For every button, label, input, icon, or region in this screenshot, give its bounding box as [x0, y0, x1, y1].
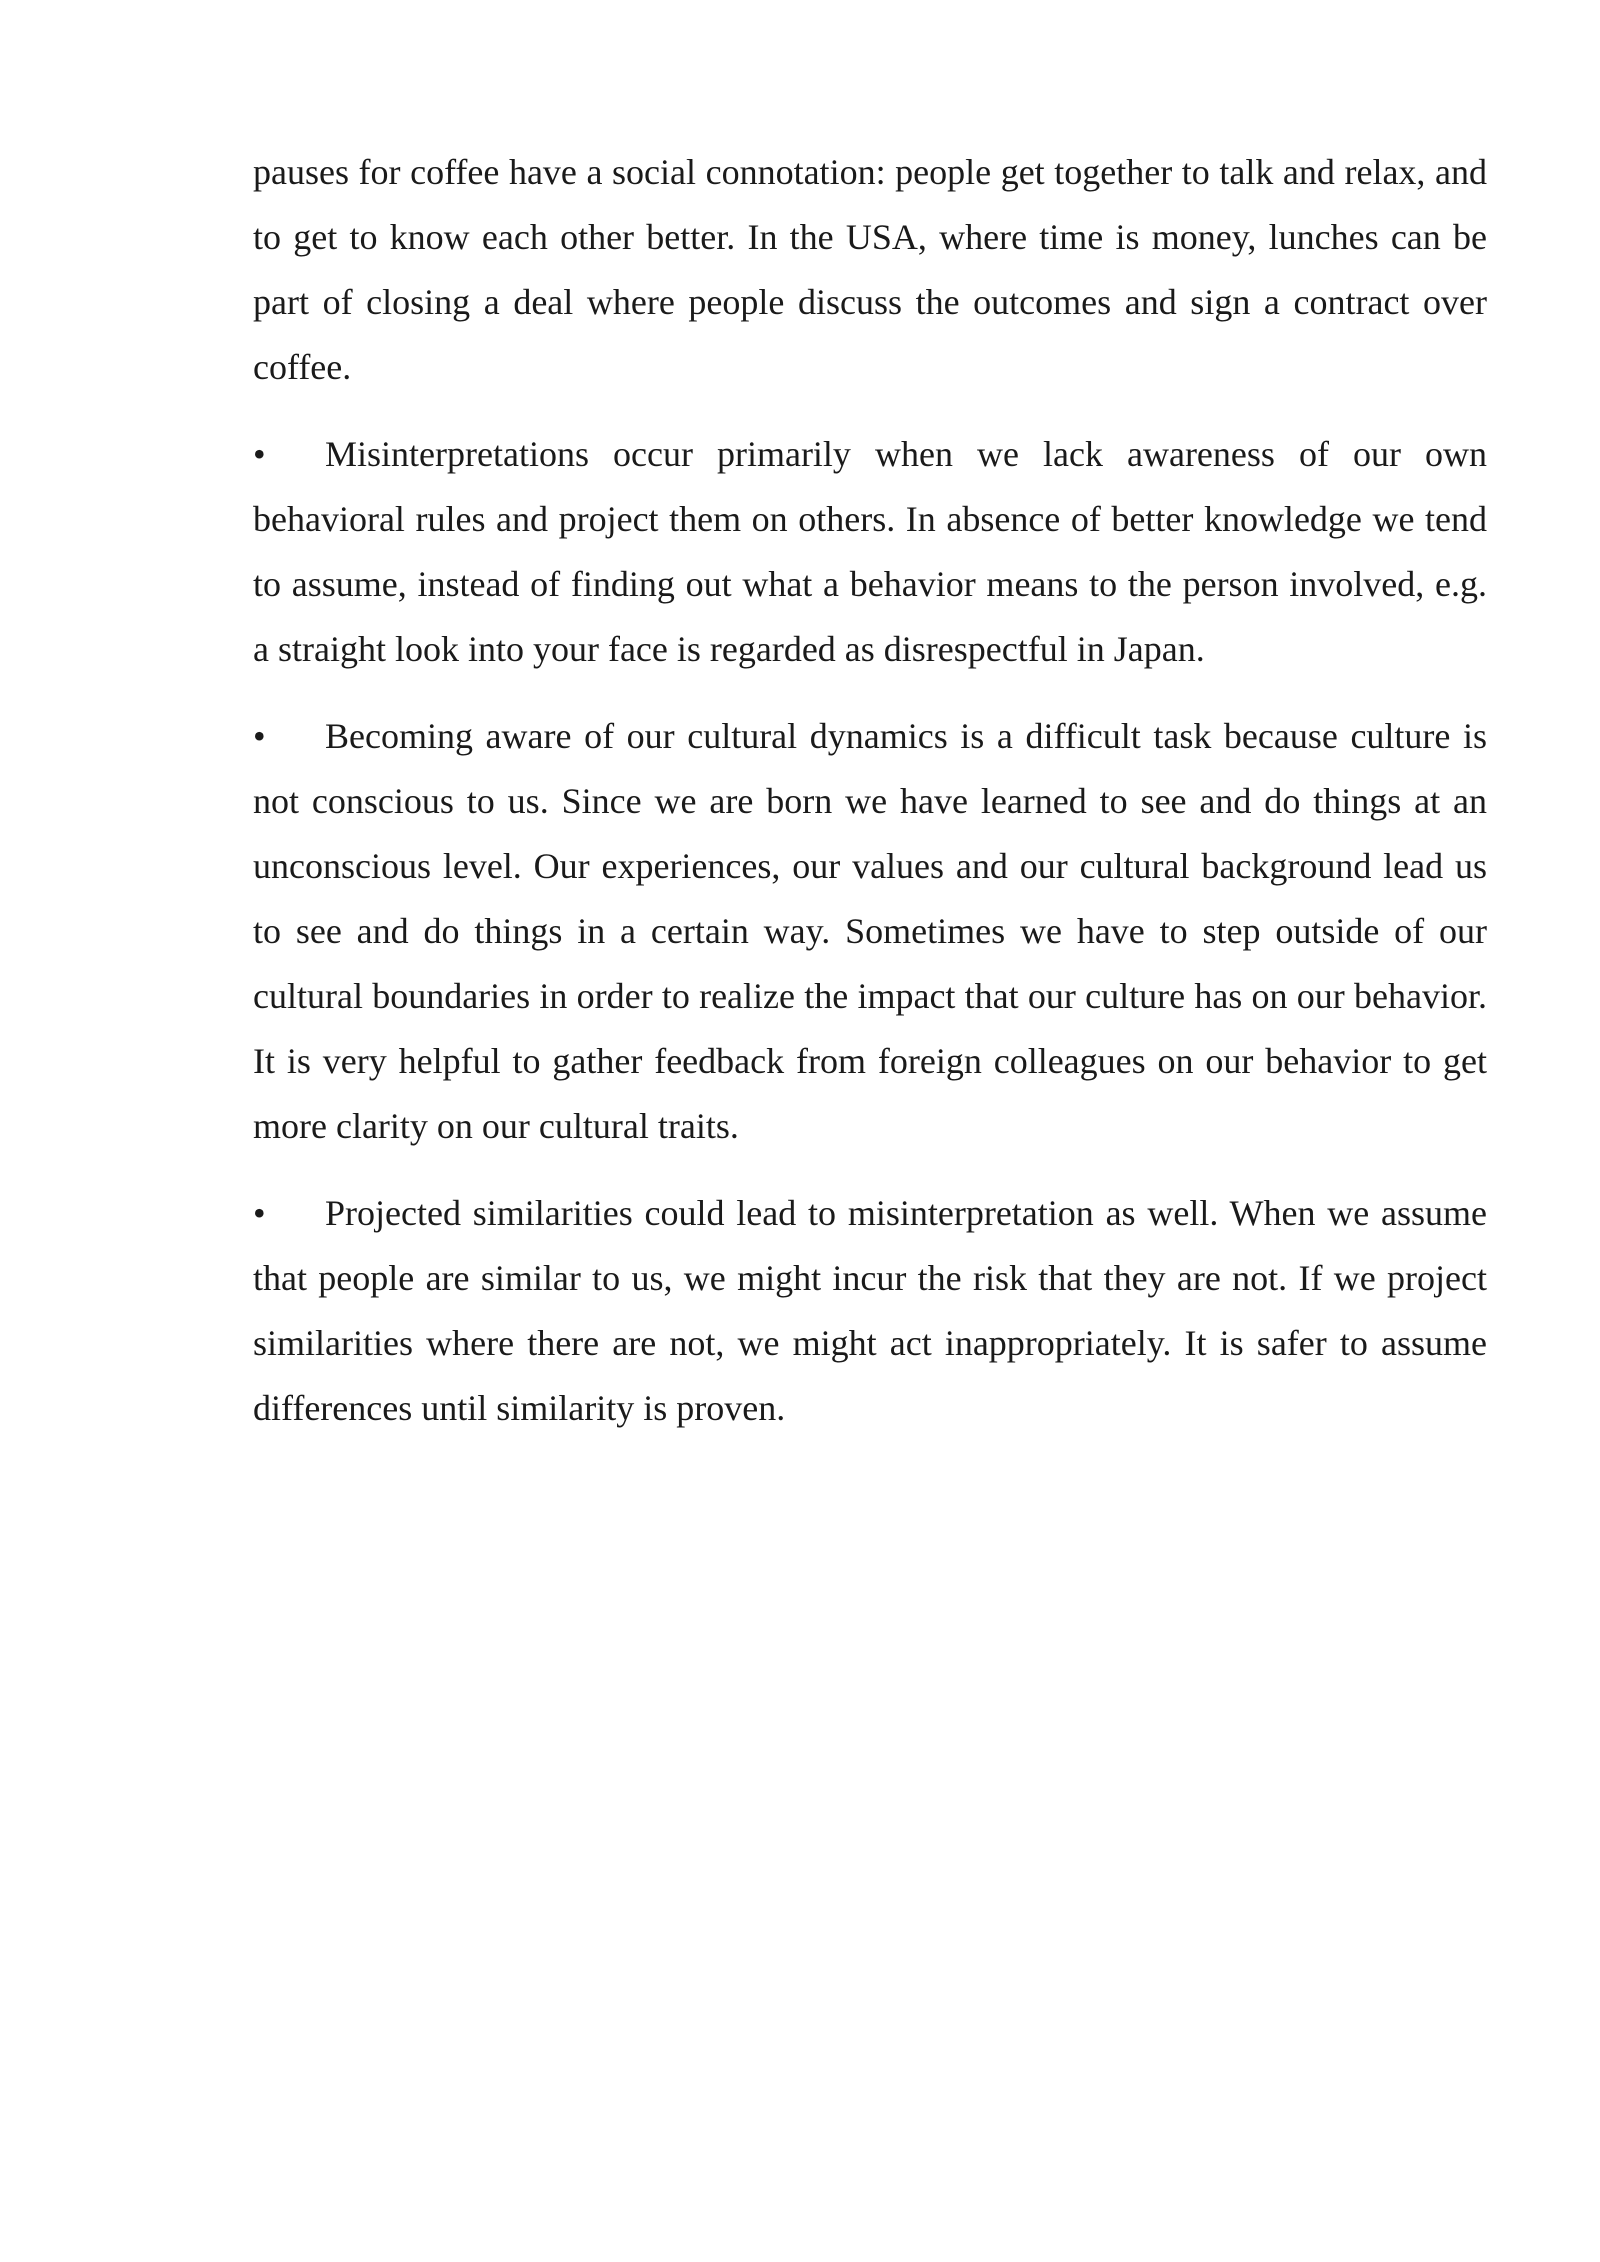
bullet-marker: •: [253, 716, 266, 756]
bullet-text: Becoming aware of our cultural dynamics is a difficult task because culture is not conscious to us. Since we are born we have learned to see and do things at an unconscious level. Our experiences, our values and our cultural background lead us to see and do things in a certain way. Sometimes we have to step outside of our cultural boundaries in order to realize the impact that our culture has on our behavior. It is very helpful to gather feedback from foreign colleagues on our behavior to get more clarity on our cultural traits.: [253, 716, 1487, 1146]
intro-paragraph: pauses for coffee have a social connotation: people get together to talk and relax, and to get to know each other better. In the USA, where time is money, lunches can be part of closing a deal where people discuss the outcomes and sign a contract over coffee.: [253, 152, 1487, 387]
bullet-marker: •: [253, 1193, 266, 1233]
document-body: [253, 140, 1487, 1463]
bullet-paragraph-projected-similarities: [253, 1181, 1487, 1441]
bullet-paragraph-cultural-dynamics: [253, 704, 1487, 1159]
bullet-text: Misinterpretations occur primarily when we lack awareness of our own behavioral rules and project them on others. In absence of better knowledge we tend to assume, instead of finding out what a behavior means to the person involved, e.g. a straight look into your face is regarded as disrespectful in Japan.: [253, 434, 1487, 669]
bullet-paragraph-misinterpretations: [253, 422, 1487, 682]
bullet-text: Projected similarities could lead to misinterpretation as well. When we assume that people are similar to us, we might incur the risk that they are not. If we project similarities where there are not, we might act inappropriately. It is safer to assume differences until similarity is proven.: [253, 1193, 1487, 1428]
bullet-marker: •: [253, 434, 266, 474]
